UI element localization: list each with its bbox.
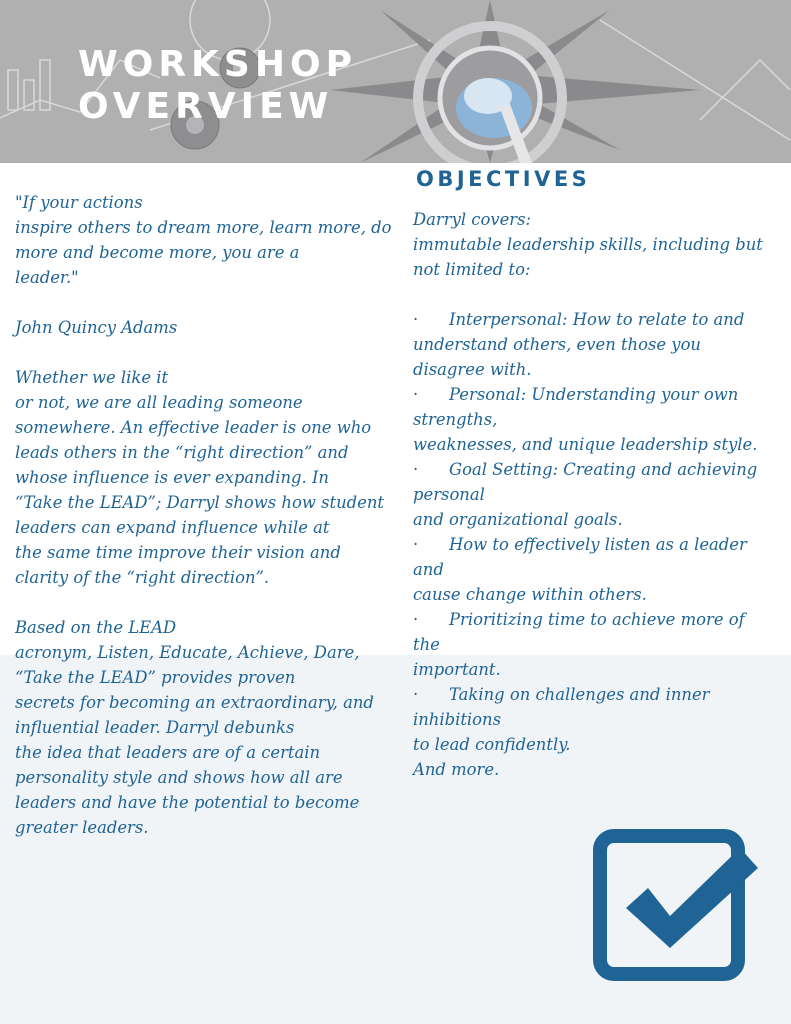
objective-item: · Prioritizing time to achieve more of the important. [413,607,789,682]
quote-author: John Quincy Adams [15,318,178,337]
bullet-icon: · [413,685,419,704]
objective-item: · Interpersonal: How to relate to and understand others, even those you disagree with. [413,307,789,382]
quote: "If your actions inspire others to dream more, learn more, do more and become more, you are a leader." [15,193,392,287]
bullet-icon: · [413,610,419,629]
bullet-icon: · [413,535,419,554]
objective-item: · How to effectively listen as a leader and cause change within others. [413,532,789,607]
title-line-1: WORKSHOP [78,44,357,85]
objectives-closing: And more. [413,760,500,779]
title-line-2: OVERVIEW [78,86,334,127]
bullet-icon: · [413,310,419,329]
objective-item: · Goal Setting: Creating and achieving personal and organizational goals. [413,457,789,532]
bullet-icon: · [413,460,419,479]
objectives-heading: OBJECTIVES [416,167,591,191]
objective-item: · Personal: Understanding your own strengths, weaknesses, and unique leadership style. [413,382,789,457]
objective-item: · Taking on challenges and inner inhibitions to lead confidently. [413,682,789,757]
objectives-intro: Darryl covers: immutable leadership skills, including but not limited to: [413,210,763,279]
body-paragraph-1: Whether we like it or not, we are all leading someone somewhere. An effective leader is one who leads others in the “right direction” and whose influence is ever expanding. In “Take the LEAD”; Darryl shows how student leaders can expand influence while at the same time improve their vision and clarity of the “right direction”. [15,368,384,587]
objectives-column [413,207,789,782]
checkbox-checked-icon [592,826,760,982]
body-paragraph-2: Based on the LEAD acronym, Listen, Educate, Achieve, Dare, “Take the LEAD” provides proven secrets for becoming an extraordinary, and influential leader. Darryl debunks the idea that leaders are of a certain personality style and shows how all are leaders and have the potential to become greater leaders. [15,618,374,837]
left-column [15,190,410,840]
bullet-icon: · [413,385,419,404]
page-title [78,44,357,128]
header-banner [0,0,791,163]
